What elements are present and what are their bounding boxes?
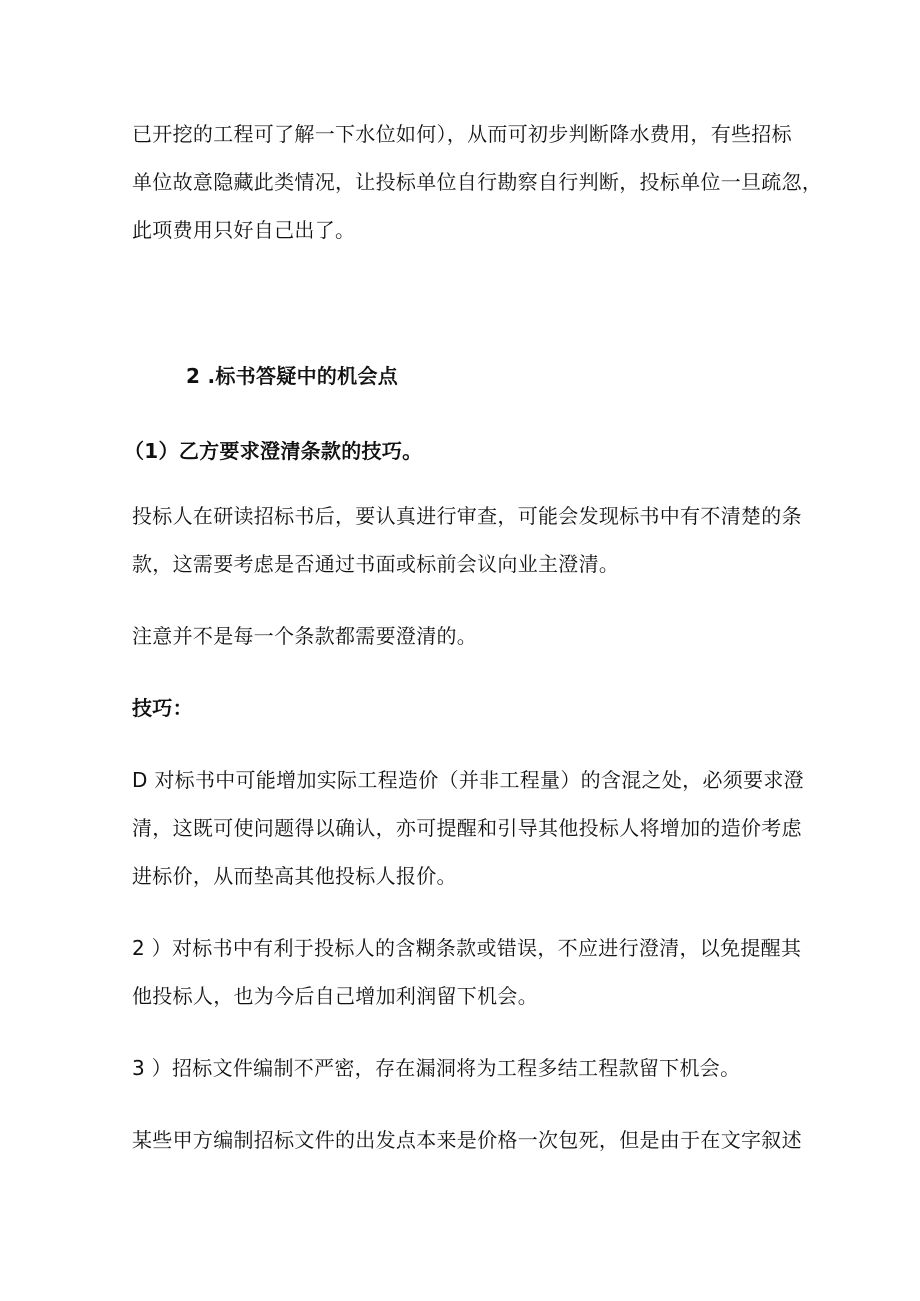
paragraph-line: 此项费用只好自己出了。 [132, 218, 356, 242]
tip-line: 2 ）对标书中有利于投标人的含糊条款或错误，不应进行澄清，以免提醒其 [132, 936, 802, 960]
section-heading: 2 .标书答疑中的机会点 [186, 364, 399, 388]
paragraph-line: 单位故意隐藏此类情况，让投标单位自行勘察自行判断，投标单位一旦疏忽， [132, 170, 823, 194]
paragraph-line: 款，这需要考虑是否通过书面或标前会议向业主澄清。 [132, 552, 620, 576]
tip-line: 3 ）招标文件编制不严密，存在漏洞将为工程多结工程款留下机会。 [132, 1056, 741, 1080]
tip-line: 清，这既可使问题得以确认，亦可提醒和引导其他投标人将增加的造价考虑 [132, 816, 802, 840]
tip-line: D 对标书中可能增加实际工程造价（并非工程量）的含混之处，必须要求澄 [132, 768, 804, 792]
subheading: （1）乙方要求澄清条款的技巧。 [124, 439, 423, 463]
paragraph-line: 某些甲方编制招标文件的出发点本来是价格一次包死，但是由于在文字叙述 [132, 1128, 802, 1152]
tips-label: 技巧： [132, 696, 193, 720]
note-line: 注意并不是每一个条款都需要澄清的。 [132, 624, 478, 648]
tip-line: 进标价，从而垫高其他投标人报价。 [132, 864, 457, 888]
paragraph-line: 投标人在研读招标书后，要认真进行审查，可能会发现标书中有不清楚的条 [132, 504, 802, 528]
paragraph-line: 已开挖的工程可了解一下水位如何），从而可初步判断降水费用，有些招标 [132, 122, 792, 146]
tip-line: 他投标人，也为今后自己增加利润留下机会。 [132, 984, 538, 1008]
